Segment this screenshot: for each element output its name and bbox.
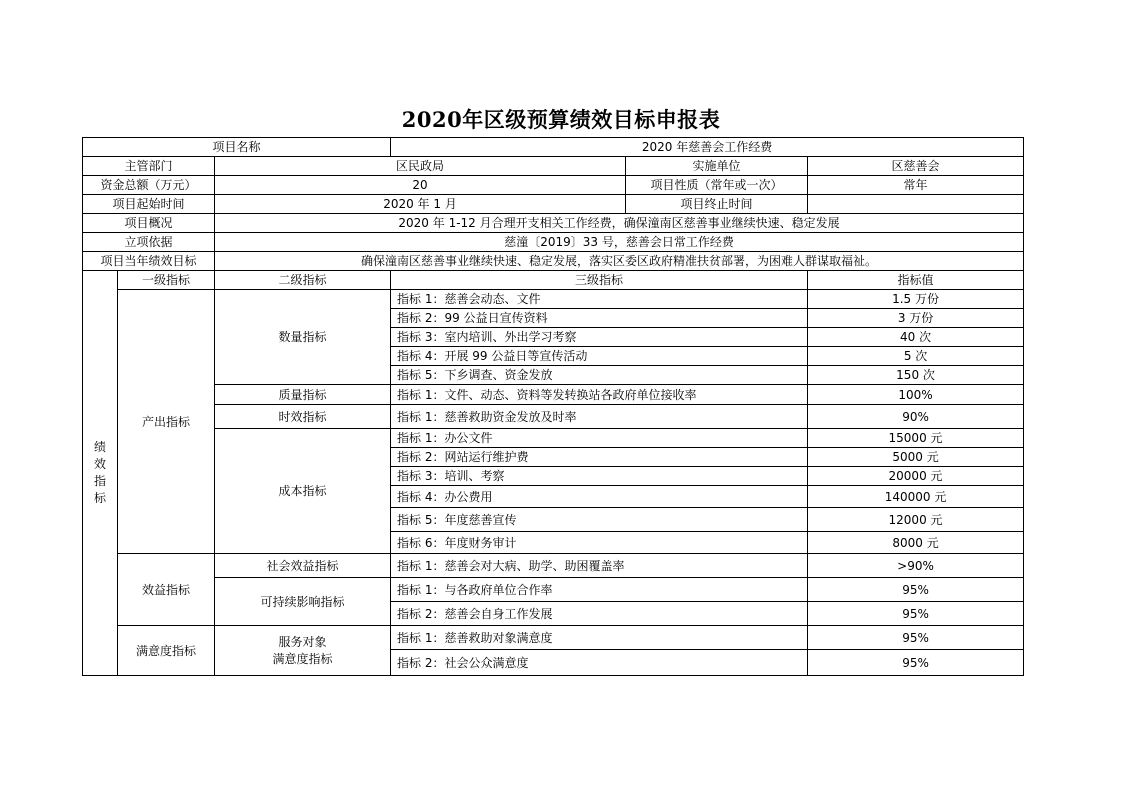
row-department: [83, 157, 1024, 176]
indicator-name: 指标 1：慈善救助资金发放及时率: [391, 405, 808, 429]
end-value: [808, 195, 1024, 214]
indicator-name: 指标 3：培训、考察: [391, 467, 808, 486]
row-period: [83, 195, 1024, 214]
row-overview: [83, 214, 1024, 233]
table-row: [83, 554, 1024, 578]
dept-label: 主管部门: [83, 157, 215, 176]
indicator-name: 指标 2：慈善会自身工作发展: [391, 602, 808, 626]
side-char: 标: [93, 491, 106, 505]
cost-indicator-label: 成本指标: [215, 429, 391, 554]
satisfaction-indicator-label: 满意度指标: [118, 626, 215, 676]
col-header-level3: 三级指标: [391, 271, 808, 290]
indicator-value: 95%: [808, 626, 1024, 650]
indicator-name: 指标 5：下乡调查、资金发放: [391, 366, 808, 385]
col-header-level2: 二级指标: [215, 271, 391, 290]
sustainable-impact-label: 可持续影响指标: [215, 578, 391, 626]
indicator-value: 95%: [808, 578, 1024, 602]
basis-label: 立项依据: [83, 233, 215, 252]
side-char: 效: [93, 457, 106, 471]
indicator-value: >90%: [808, 554, 1024, 578]
document-title: 2020年区级预算绩效目标申报表: [401, 107, 721, 132]
social-benefit-label: 社会效益指标: [215, 554, 391, 578]
table-row: [83, 405, 1024, 429]
budget-form-table: [82, 137, 1024, 676]
service-label-line1: 服务对象: [278, 634, 327, 649]
project-name-label: 项目名称: [83, 138, 391, 157]
side-char: 绩: [93, 440, 106, 454]
indicator-name: 指标 4：办公费用: [391, 486, 808, 508]
table-row: [83, 429, 1024, 448]
indicator-value: 100%: [808, 385, 1024, 405]
indicator-name: 指标 2：99 公益日宣传资料: [391, 309, 808, 328]
goal-value: 确保潼南区慈善事业继续快速、稳定发展，落实区委区政府精准扶贫部署，为困难人群谋取福祉。: [215, 252, 1024, 271]
indicator-value: 95%: [808, 650, 1024, 676]
performance-indicator-side-label: [83, 271, 118, 676]
table-row: [83, 626, 1024, 650]
indicator-name: 指标 2：网站运行维护费: [391, 448, 808, 467]
goal-label: 项目当年绩效目标: [83, 252, 215, 271]
indicator-value: 3 万份: [808, 309, 1024, 328]
indicator-value: 1.5 万份: [808, 290, 1024, 309]
service-satisfaction-label: [215, 626, 391, 676]
indicator-value: 5000 元: [808, 448, 1024, 467]
table-row: [83, 385, 1024, 405]
indicator-name: 指标 5：年度慈善宣传: [391, 508, 808, 532]
output-indicator-label: 产出指标: [118, 290, 215, 554]
indicator-value: 95%: [808, 602, 1024, 626]
impl-label: 实施单位: [626, 157, 808, 176]
quality-indicator-label: 质量指标: [215, 385, 391, 405]
indicator-value: 12000 元: [808, 508, 1024, 532]
overview-value: 2020 年 1-12 月合理开支相关工作经费，确保潼南区慈善事业继续快速、稳定发展: [215, 214, 1024, 233]
nature-value: 常年: [808, 176, 1024, 195]
impl-value: 区慈善会: [808, 157, 1024, 176]
row-basis: [83, 233, 1024, 252]
basis-value: 慈潼〔2019〕33 号，慈善会日常工作经费: [215, 233, 1024, 252]
col-header-level1: 一级指标: [118, 271, 215, 290]
timeliness-indicator-label: 时效指标: [215, 405, 391, 429]
side-char: 指: [93, 474, 106, 488]
indicator-value: 20000 元: [808, 467, 1024, 486]
indicator-value: 40 次: [808, 328, 1024, 347]
start-value: 2020 年 1 月: [215, 195, 626, 214]
dept-value: 区民政局: [215, 157, 626, 176]
benefit-indicator-label: 效益指标: [118, 554, 215, 626]
end-label: 项目终止时间: [626, 195, 808, 214]
indicator-name: 指标 1：慈善会对大病、助学、助困覆盖率: [391, 554, 808, 578]
fund-value: 20: [215, 176, 626, 195]
table-row: [83, 290, 1024, 309]
indicator-value: 5 次: [808, 347, 1024, 366]
indicator-name: 指标 4：开展 99 公益日等宣传活动: [391, 347, 808, 366]
indicator-name: 指标 1：文件、动态、资料等发转换站各政府单位接收率: [391, 385, 808, 405]
fund-label: 资金总额（万元）: [83, 176, 215, 195]
indicator-name: 指标 2：社会公众满意度: [391, 650, 808, 676]
quantity-indicator-label: 数量指标: [215, 290, 391, 385]
nature-label: 项目性质（常年或一次）: [626, 176, 808, 195]
indicator-name: 指标 3：室内培训、外出学习考察: [391, 328, 808, 347]
row-goal: [83, 252, 1024, 271]
col-header-value: 指标值: [808, 271, 1024, 290]
project-name-value: 2020 年慈善会工作经费: [391, 138, 1024, 157]
start-label: 项目起始时间: [83, 195, 215, 214]
indicator-name: 指标 6：年度财务审计: [391, 532, 808, 554]
indicator-value: 90%: [808, 405, 1024, 429]
indicator-value: 150 次: [808, 366, 1024, 385]
table-row: [83, 578, 1024, 602]
row-project-name: [83, 138, 1024, 157]
overview-label: 项目概况: [83, 214, 215, 233]
row-indicator-header: [83, 271, 1024, 290]
indicator-name: 指标 1：与各政府单位合作率: [391, 578, 808, 602]
service-label-line2: 满意度指标: [272, 651, 333, 666]
row-fund: [83, 176, 1024, 195]
indicator-name: 指标 1：慈善救助对象满意度: [391, 626, 808, 650]
indicator-value: 15000 元: [808, 429, 1024, 448]
indicator-value: 8000 元: [808, 532, 1024, 554]
indicator-value: 140000 元: [808, 486, 1024, 508]
indicator-name: 指标 1：慈善会动态、文件: [391, 290, 808, 309]
indicator-name: 指标 1：办公文件: [391, 429, 808, 448]
